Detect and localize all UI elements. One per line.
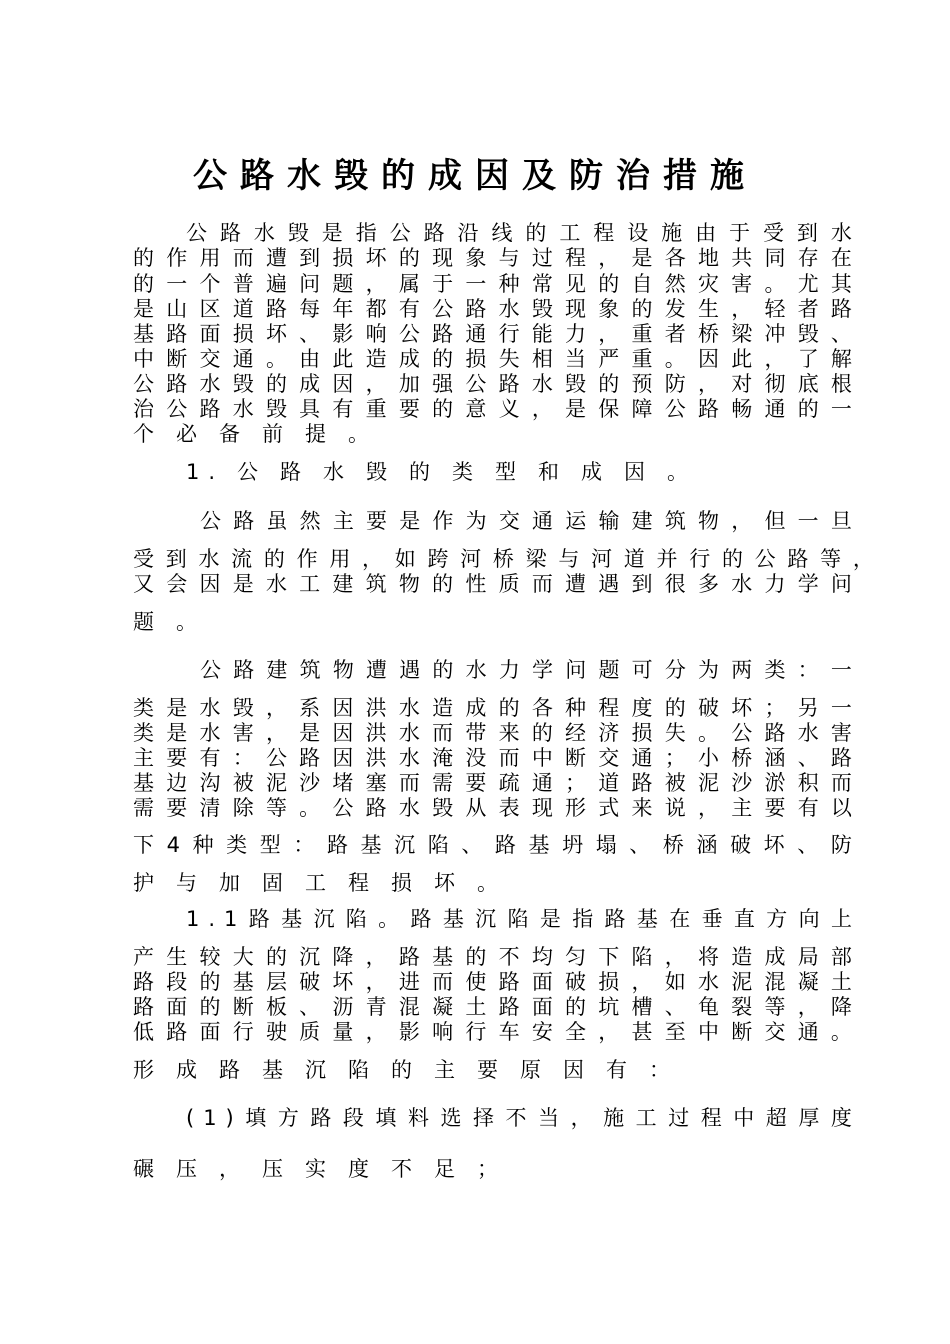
para4-line: 路 段 的 基 层 破 坏 ， 进 而 使 路 面 破 损 ， 如 水 泥 混 凝 土	[133, 970, 861, 994]
para2-line: 又 会 因 是 水 工 建 筑 物 的 性 质 而 遭 遇 到 很 多 水 力 学 问	[133, 572, 861, 596]
para4-line: 路 面 的 断 板 、 沥 青 混 凝 土 路 面 的 坑 槽 、 龟 裂 等 ， 降	[133, 995, 861, 1019]
section-heading: 1. 公 路 水 毁 的 类 型 和 成 因 。	[186, 460, 698, 484]
intro-line: 治 公 路 水 毁 具 有 重 要 的 意 义 ， 是 保 障 公 路 畅 通 的 一	[133, 397, 861, 421]
para3-line: 需 要 清 除 等 。 公 路 水 毁 从 表 现 形 式 来 说 ， 主 要 有 以	[133, 796, 861, 820]
para2-line: 公 路 虽 然 主 要 是 作 为 交 通 运 输 建 筑 物 ， 但 一 旦	[200, 509, 861, 533]
intro-line: 公 路 水 毁 的 成 因 ， 加 强 公 路 水 毁 的 预 防 ， 对 彻 底 根	[133, 372, 861, 396]
para3-line: 类 是 水 毁 ， 系 因 洪 水 造 成 的 各 种 程 度 的 破 坏 ； 另 一	[133, 696, 861, 720]
intro-line: 公 路 水 毁 是 指 公 路 沿 线 的 工 程 设 施 由 于 受 到 水	[186, 221, 861, 245]
intro-line: 的 一 个 普 遍 问 题 ， 属 于 一 种 常 见 的 自 然 灾 害 。 尤 其	[133, 272, 861, 296]
para5-line: (1) 填 方 路 段 填 料 选 择 不 当 ， 施 工 过 程 中 超 厚 度	[186, 1106, 861, 1130]
intro-line: 是 山 区 道 路 每 年 都 有 公 路 水 毁 现 象 的 发 生 ， 轻 者 路	[133, 297, 861, 321]
document-title: 公路水毁的成因及防治措施	[193, 156, 757, 196]
para3-line: 类 是 水 害 ， 是 因 洪 水 而 带 来 的 经 济 损 失 。 公 路 水 害	[133, 721, 861, 745]
para3-line: 护 与 加 固 工 程 损 坏 。	[133, 871, 507, 895]
intro-line: 中 断 交 通 。 由 此 造 成 的 损 失 相 当 严 重 。 因 此 ， 了 解	[133, 347, 861, 371]
para3-line: 公 路 建 筑 物 遭 遇 的 水 力 学 问 题 可 分 为 两 类 ： 一	[200, 658, 861, 682]
para4-line: 低 路 面 行 驶 质 量 ， 影 响 行 车 安 全 ， 甚 至 中 断 交 通 。	[133, 1020, 861, 1044]
para4-line: 形 成 路 基 沉 陷 的 主 要 原 因 有 ：	[133, 1058, 679, 1082]
intro-line: 个 必 备 前 提 。	[133, 422, 378, 446]
para5-line: 碾 压 ， 压 实 度 不 足 ；	[133, 1157, 507, 1181]
intro-line: 的 作 用 而 遭 到 损 坏 的 现 象 与 过 程 ， 是 各 地 共 同 存 在	[133, 246, 861, 270]
intro-line: 基 路 面 损 坏 、 影 响 公 路 通 行 能 力 ， 重 者 桥 梁 冲 毁 、	[133, 322, 861, 346]
para4-line: 产 生 较 大 的 沉 降 ， 路 基 的 不 均 匀 下 陷 ， 将 造 成 局 部	[133, 945, 861, 969]
para4-line: 1.1 路 基 沉 陷 。 路 基 沉 陷 是 指 路 基 在 垂 直 方 向 上	[186, 907, 861, 931]
para3-line: 基 边 沟 被 泥 沙 堵 塞 而 需 要 疏 通 ； 道 路 被 泥 沙 淤 积 而	[133, 771, 861, 795]
para3-line: 下 4 种 类 型 ： 路 基 沉 陷 、 路 基 坍 塌 、 桥 涵 破 坏 、 防	[133, 833, 861, 857]
para2-line: 受 到 水 流 的 作 用 ， 如 跨 河 桥 梁 与 河 道 并 行 的 公 路 等 ，	[133, 547, 883, 571]
para3-line: 主 要 有 ： 公 路 因 洪 水 淹 没 而 中 断 交 通 ； 小 桥 涵 、 路	[133, 746, 861, 770]
para2-line: 题 。	[133, 610, 206, 634]
